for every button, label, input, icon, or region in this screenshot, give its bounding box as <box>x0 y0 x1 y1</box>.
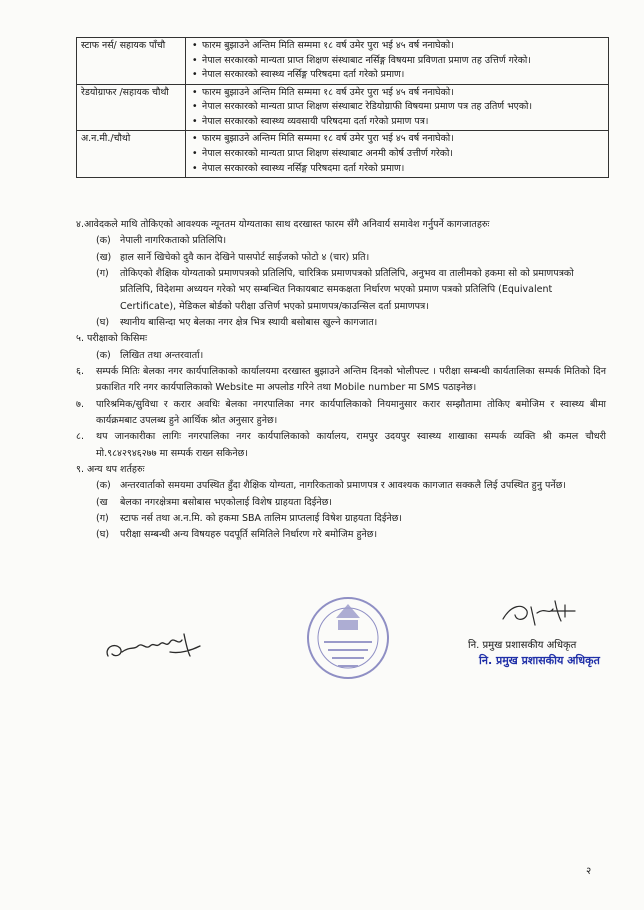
eligibility-table <box>76 37 609 178</box>
eligibility-row <box>77 131 609 178</box>
list-item-text: स्टाफ नर्स तथा अ.न.मि. को हकमा SBA तालिम प्राप्तलाई विषेश ग्राहयता दिईनेछ। <box>120 512 403 524</box>
eligibility-criteria <box>186 131 609 178</box>
eligibility-row <box>77 84 609 131</box>
section-7-text: पारिश्रमिक/सुविधा र करार अवधिः बेलका नगरपालिका नगर कार्यपालिकाको नियमानुसार करार सम्झौतामा तोकिए बमोजिम र स्वास्थ्य बीमा कार्यक्रमबाट उपलब्ध हुने आर्थिक श्रोत अनुसार हुनेछ। <box>96 398 606 426</box>
section-5 <box>76 331 606 364</box>
criteria-item: • नेपाल सरकारको मान्यता प्राप्त शिक्षण संस्थाबाट नर्सिङ्ग विषयमा प्रविणता प्रमाण तह उत्तिर्ण गरेको। <box>202 54 604 69</box>
criteria-item: • फारम बुझाउने अन्तिम मिति सम्ममा १८ वर्ष उमेर पुरा भई ४५ वर्ष ननाघेको। <box>202 86 604 101</box>
list-item-marker: (क) <box>96 480 111 492</box>
right-signature-icon <box>493 597 583 633</box>
section-4-items <box>76 233 606 331</box>
criteria-item: • फारम बुझाउने अन्तिम मिति सम्ममा १८ वर्ष उमेर पुरा भई ४५ वर्ष ननाघेको। <box>202 132 604 147</box>
criteria-item: • नेपाल सरकारको स्वास्थ्य व्यवसायी परिषदमा दर्ता गरेको प्रमाण पत्र। <box>202 115 604 130</box>
list-item-text: बेलका नगरक्षेत्रमा बसोबास भएकोलाई विशेष ग्राहयता दिईनेछ। <box>120 496 332 508</box>
list-item-marker: (घ) <box>96 529 110 541</box>
list-item-text: नेपाली नागरिकताको प्रतिलिपि। <box>120 235 227 247</box>
left-signature-icon <box>100 628 210 668</box>
section-6 <box>76 364 606 397</box>
post-name: रेडयोग्राफर /सहायक चौथौ <box>77 84 186 131</box>
post-name: अ.न.मी./चौथो <box>77 131 186 178</box>
officer-stamp: नि. प्रमुख प्रशासकीय अधिकृत <box>479 654 600 667</box>
criteria-item: • नेपाल सरकारको मान्यता प्राप्त शिक्षण संस्थाबाट अनमी कोर्ष उत्तीर्ण गरेको। <box>202 147 604 162</box>
list-item-marker: (क) <box>96 349 111 361</box>
section-8-number: ८. <box>76 431 84 443</box>
section-8-text: थप जानकारीका लागिः नगरपालिका नगर कार्यपालिकाको कार्यालय, रामपुर उदयपुर स्वास्थ्य शाखाका सम्पर्क व्यक्ति श्री कमल चौधरी मो.९८४२९४६२७७ मा सम्पर्क राख्न सकिनेछ। <box>96 431 606 459</box>
section-5-items <box>76 348 606 364</box>
eligibility-row <box>77 38 609 85</box>
criteria-item: • फारम बुझाउने अन्तिम मिति सम्ममा १८ वर्ष उमेर पुरा भई ४५ वर्ष ननाघेको। <box>202 39 604 54</box>
list-item-text: परीक्षा सम्बन्धी अन्य विषयहरु पदपूर्ति समितिले निर्धारण गरे बमोजिम हुनेछ। <box>120 529 378 541</box>
list-item-marker: (घ) <box>96 316 110 328</box>
list-item-text: हाल सार्ने खिचेको दुवै कान देखिने पासपोर्ट साईजको फोटो ४ (चार) प्रति। <box>120 251 370 263</box>
section-4-heading: ४.आवेदकले माथि तोकिएको आवश्यक न्यूनतम योग्यताका साथ दरखास्त फारम सँगै अनिवार्य समावेश गर्नुपर्ने कागजातहरुः <box>76 219 490 230</box>
section-7-number: ७. <box>76 398 84 410</box>
list-item-marker: (ग) <box>96 267 109 279</box>
list-item <box>96 315 606 331</box>
eligibility-criteria <box>186 84 609 131</box>
section-9-heading: ९. अन्य थप शर्तहरुः <box>76 463 145 475</box>
list-item-marker: (ग) <box>96 512 109 524</box>
criteria-item: • नेपाल सरकारको स्वास्थ्य नर्सिङ्ग परिषदमा दर्ता गरेको प्रमाण। <box>202 68 604 83</box>
section-6-text: सम्पर्क मितिः बेलका नगर कार्यपालिकाको कार्यालयमा दरखास्त बुझाउने अन्तिम दिनको भोलीपल्ट । परीक्षा सम्बन्धी कार्यतालिका सम्पर्क मितिको दिन प्रकाशित गरि नगर कार्यपालिकाको Website मा अपलोड गरिने तथा Mobile number मा SMS पठाइनेछ। <box>96 365 606 394</box>
list-item-text: लिखित तथा अन्तरवार्ता। <box>120 349 204 361</box>
list-item <box>96 527 606 543</box>
list-item-marker: (ख) <box>96 251 112 263</box>
list-item <box>96 233 606 249</box>
list-item <box>96 495 606 511</box>
office-seal-icon <box>302 592 394 684</box>
section-6-number: ६. <box>76 365 84 377</box>
section-4 <box>76 217 606 331</box>
officer-title: नि. प्रमुख प्रशासकीय अधिकृत <box>468 640 577 651</box>
criteria-item: • नेपाल सरकारको मान्यता प्राप्त शिक्षण संस्थाबाट रेडियोग्राफी विषयमा प्रमाण पत्र तह उतिर्ण भएको। <box>202 100 604 115</box>
list-item <box>96 348 606 364</box>
list-item <box>96 250 606 266</box>
section-5-heading: ५. परीक्षाको किसिमः <box>76 333 148 345</box>
list-item <box>96 511 606 527</box>
list-item-text: स्थानीय बासिन्दा भए बेलका नगर क्षेत्र भित्र स्थायी बसोबास खुल्ने कागजात। <box>120 316 378 328</box>
list-item-text: तोकिएको शैक्षिक योग्यताको प्रमाणपत्रको प्रतिलिपि, चारित्रिक प्रमाणपत्रको प्रतिलिपि, अनुभव वा तालीमको हकमा सो को प्रमाणपत्रको प्रतिलिपि, विदेशमा अध्ययन गरेको भए सम्बन्धित निकायबाट समकक्षता निर्धारण भएको प्रमाण पत्रको प्रतिलिपि (Equivalent Certificate), मेडिकल बोर्डको परीक्षा उत्तिर्ण भएको प्रमाणपत्र/काउन्सिल दर्ता प्रमाणपत्र। <box>120 267 574 312</box>
page-number: २ <box>586 866 592 877</box>
section-7 <box>76 397 606 430</box>
section-8 <box>76 429 606 462</box>
list-item-marker: (ख <box>96 496 108 508</box>
list-item <box>96 478 606 494</box>
list-item <box>96 266 606 315</box>
section-9-items <box>76 478 606 543</box>
criteria-item: • नेपाल सरकारको स्वास्थ्य नर्सिङ्ग परिषदमा दर्ता गरेको प्रमाण। <box>202 162 604 177</box>
document-body <box>76 217 606 544</box>
list-item-text: अन्तरवार्ताको समयमा उपस्थित हुँदा शैक्षिक योग्यता, नागरिकताको प्रमाणपत्र र आवश्यक कागजात सक्कलै लिई उपस्थित हुनु पर्नेछ। <box>120 480 566 492</box>
list-item-marker: (क) <box>96 235 111 247</box>
post-name: स्टाफ नर्स/ सहायक पाँचौ <box>77 38 186 85</box>
section-9 <box>76 462 606 544</box>
eligibility-criteria <box>186 38 609 85</box>
